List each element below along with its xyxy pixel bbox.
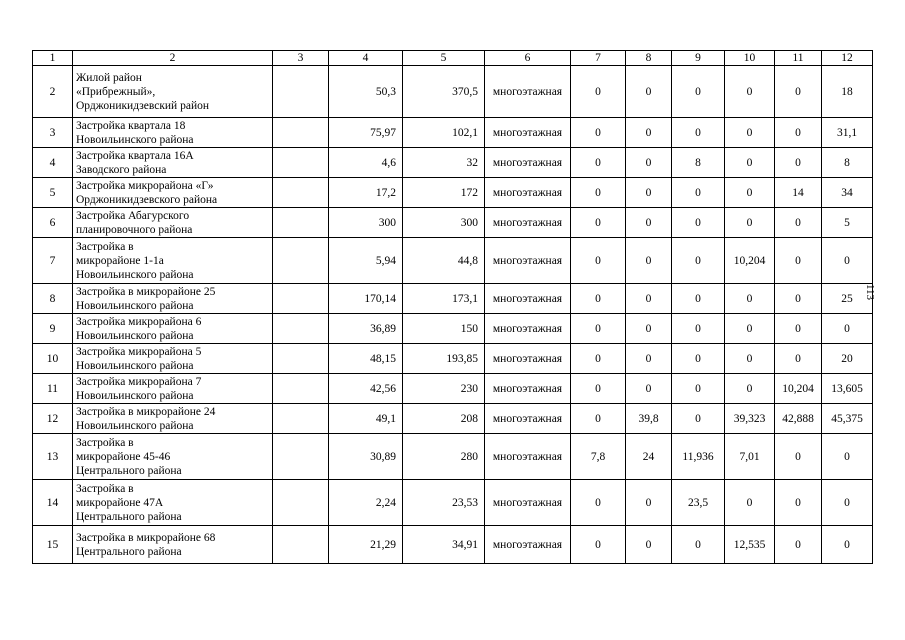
object-name-cell: Застройка квартала 16А Заводского района [73, 148, 273, 178]
column-8-cell: 0 [626, 314, 672, 344]
column-10-cell: 12,535 [725, 526, 775, 564]
column-3-cell [273, 148, 329, 178]
column-header: 8 [626, 51, 672, 66]
column-9-cell: 0 [672, 208, 725, 238]
column-5-cell: 102,1 [403, 118, 485, 148]
column-4-cell: 75,97 [329, 118, 403, 148]
object-name-cell: Застройка в микрорайоне 68 Центрального района [73, 526, 273, 564]
object-name-cell: Застройка Абагурского планировочного района [73, 208, 273, 238]
column-8-cell: 0 [626, 238, 672, 284]
column-header: 9 [672, 51, 725, 66]
column-12-cell: 20 [822, 344, 873, 374]
column-11-cell: 0 [775, 480, 822, 526]
building-type-cell: многоэтажная [485, 526, 571, 564]
column-11-cell: 10,204 [775, 374, 822, 404]
column-4-cell: 170,14 [329, 284, 403, 314]
column-header: 4 [329, 51, 403, 66]
object-name-cell: Жилой район «Прибрежный», Орджоникидзевский район [73, 66, 273, 118]
row-number-cell: 14 [33, 480, 73, 526]
column-8-cell: 0 [626, 480, 672, 526]
column-4-cell: 42,56 [329, 374, 403, 404]
building-type-cell: многоэтажная [485, 118, 571, 148]
column-10-cell: 39,323 [725, 404, 775, 434]
column-12-cell: 0 [822, 480, 873, 526]
row-number-cell: 12 [33, 404, 73, 434]
column-11-cell: 0 [775, 118, 822, 148]
building-type-cell: многоэтажная [485, 284, 571, 314]
column-8-cell: 0 [626, 178, 672, 208]
column-12-cell: 45,375 [822, 404, 873, 434]
column-7-cell: 0 [571, 178, 626, 208]
column-3-cell [273, 178, 329, 208]
table-row [33, 404, 873, 434]
column-10-cell: 0 [725, 148, 775, 178]
column-7-cell: 0 [571, 118, 626, 148]
object-name-cell: Застройка микрорайона «Г» Орджоникидзевского района [73, 178, 273, 208]
column-12-cell: 5 [822, 208, 873, 238]
column-7-cell: 0 [571, 526, 626, 564]
column-9-cell: 0 [672, 404, 725, 434]
column-11-cell: 0 [775, 434, 822, 480]
column-10-cell: 0 [725, 344, 775, 374]
column-12-cell: 8 [822, 148, 873, 178]
column-11-cell: 0 [775, 208, 822, 238]
column-5-cell: 173,1 [403, 284, 485, 314]
column-4-cell: 4,6 [329, 148, 403, 178]
column-8-cell: 0 [626, 284, 672, 314]
table-row [33, 148, 873, 178]
column-9-cell: 23,5 [672, 480, 725, 526]
table-row [33, 434, 873, 480]
column-11-cell: 0 [775, 526, 822, 564]
row-number-cell: 9 [33, 314, 73, 344]
column-4-cell: 5,94 [329, 238, 403, 284]
column-8-cell: 0 [626, 208, 672, 238]
column-11-cell: 0 [775, 148, 822, 178]
column-5-cell: 208 [403, 404, 485, 434]
column-11-cell: 0 [775, 344, 822, 374]
column-5-cell: 23,53 [403, 480, 485, 526]
column-9-cell: 0 [672, 344, 725, 374]
column-5-cell: 230 [403, 374, 485, 404]
table-row [33, 208, 873, 238]
column-4-cell: 50,3 [329, 66, 403, 118]
column-7-cell: 0 [571, 374, 626, 404]
column-3-cell [273, 66, 329, 118]
column-10-cell: 0 [725, 66, 775, 118]
column-10-cell: 0 [725, 208, 775, 238]
column-12-cell: 0 [822, 526, 873, 564]
column-header: 3 [273, 51, 329, 66]
column-12-cell: 0 [822, 238, 873, 284]
row-number-cell: 10 [33, 344, 73, 374]
column-4-cell: 17,2 [329, 178, 403, 208]
table-row [33, 344, 873, 374]
column-10-cell: 7,01 [725, 434, 775, 480]
column-10-cell: 0 [725, 374, 775, 404]
object-name-cell: Застройка в микрорайоне 25 Новоильинского района [73, 284, 273, 314]
object-name-cell: Застройка микрорайона 5 Новоильинского района [73, 344, 273, 374]
column-9-cell: 8 [672, 148, 725, 178]
column-9-cell: 0 [672, 374, 725, 404]
column-9-cell: 0 [672, 66, 725, 118]
column-7-cell: 0 [571, 238, 626, 284]
column-header: 12 [822, 51, 873, 66]
table-row [33, 374, 873, 404]
column-12-cell: 25 [822, 284, 873, 314]
column-4-cell: 2,24 [329, 480, 403, 526]
column-3-cell [273, 314, 329, 344]
object-name-cell: Застройка в микрорайоне 47А Центрального района [73, 480, 273, 526]
column-10-cell: 0 [725, 178, 775, 208]
column-7-cell: 0 [571, 284, 626, 314]
column-5-cell: 193,85 [403, 344, 485, 374]
object-name-cell: Застройка в микрорайоне 1-1а Новоильинского района [73, 238, 273, 284]
column-header: 7 [571, 51, 626, 66]
column-9-cell: 0 [672, 118, 725, 148]
column-4-cell: 300 [329, 208, 403, 238]
object-name-cell: Застройка микрорайона 6 Новоильинского района [73, 314, 273, 344]
table-row [33, 480, 873, 526]
column-9-cell: 0 [672, 284, 725, 314]
table-body [33, 51, 873, 564]
row-number-cell: 8 [33, 284, 73, 314]
building-type-cell: многоэтажная [485, 66, 571, 118]
column-4-cell: 49,1 [329, 404, 403, 434]
column-9-cell: 0 [672, 238, 725, 284]
building-type-cell: многоэтажная [485, 238, 571, 284]
building-type-cell: многоэтажная [485, 374, 571, 404]
column-header: 2 [73, 51, 273, 66]
row-number-cell: 6 [33, 208, 73, 238]
column-9-cell: 11,936 [672, 434, 725, 480]
column-8-cell: 0 [626, 66, 672, 118]
building-type-cell: многоэтажная [485, 148, 571, 178]
row-number-cell: 15 [33, 526, 73, 564]
column-3-cell [273, 344, 329, 374]
column-3-cell [273, 118, 329, 148]
column-3-cell [273, 208, 329, 238]
column-7-cell: 0 [571, 344, 626, 374]
row-number-cell: 7 [33, 238, 73, 284]
column-12-cell: 34 [822, 178, 873, 208]
table-row [33, 118, 873, 148]
column-4-cell: 30,89 [329, 434, 403, 480]
column-4-cell: 36,89 [329, 314, 403, 344]
column-4-cell: 48,15 [329, 344, 403, 374]
column-10-cell: 0 [725, 284, 775, 314]
column-9-cell: 0 [672, 526, 725, 564]
building-type-cell: многоэтажная [485, 434, 571, 480]
object-name-cell: Застройка микрорайона 7 Новоильинского района [73, 374, 273, 404]
row-number-cell: 3 [33, 118, 73, 148]
column-10-cell: 0 [725, 314, 775, 344]
column-11-cell: 0 [775, 284, 822, 314]
column-header: 10 [725, 51, 775, 66]
row-number-cell: 5 [33, 178, 73, 208]
row-number-cell: 11 [33, 374, 73, 404]
column-3-cell [273, 526, 329, 564]
object-name-cell: Застройка в микрорайоне 45-46 Центрального района [73, 434, 273, 480]
header-row [33, 51, 873, 66]
column-9-cell: 0 [672, 314, 725, 344]
column-3-cell [273, 284, 329, 314]
column-3-cell [273, 404, 329, 434]
building-type-cell: многоэтажная [485, 404, 571, 434]
column-7-cell: 0 [571, 404, 626, 434]
column-11-cell: 14 [775, 178, 822, 208]
building-type-cell: многоэтажная [485, 208, 571, 238]
column-3-cell [273, 434, 329, 480]
column-5-cell: 172 [403, 178, 485, 208]
column-5-cell: 32 [403, 148, 485, 178]
column-8-cell: 24 [626, 434, 672, 480]
column-3-cell [273, 480, 329, 526]
column-12-cell: 0 [822, 434, 873, 480]
table-row [33, 526, 873, 564]
column-9-cell: 0 [672, 178, 725, 208]
column-8-cell: 0 [626, 148, 672, 178]
column-12-cell: 18 [822, 66, 873, 118]
column-header: 11 [775, 51, 822, 66]
column-11-cell: 0 [775, 66, 822, 118]
column-7-cell: 0 [571, 480, 626, 526]
column-5-cell: 34,91 [403, 526, 485, 564]
object-name-cell: Застройка квартала 18 Новоильинского района [73, 118, 273, 148]
column-10-cell: 10,204 [725, 238, 775, 284]
column-5-cell: 44,8 [403, 238, 485, 284]
column-12-cell: 13,605 [822, 374, 873, 404]
row-number-cell: 4 [33, 148, 73, 178]
table-row [33, 284, 873, 314]
column-10-cell: 0 [725, 118, 775, 148]
table-row [33, 238, 873, 284]
column-7-cell: 0 [571, 314, 626, 344]
column-header: 6 [485, 51, 571, 66]
row-number-cell: 13 [33, 434, 73, 480]
column-header: 5 [403, 51, 485, 66]
table-row [33, 178, 873, 208]
row-number-cell: 2 [33, 66, 73, 118]
column-8-cell: 0 [626, 118, 672, 148]
column-3-cell [273, 238, 329, 284]
column-11-cell: 42,888 [775, 404, 822, 434]
column-3-cell [273, 374, 329, 404]
column-7-cell: 0 [571, 208, 626, 238]
table-row [33, 66, 873, 118]
table-row [33, 314, 873, 344]
building-type-cell: многоэтажная [485, 314, 571, 344]
column-5-cell: 280 [403, 434, 485, 480]
column-8-cell: 0 [626, 344, 672, 374]
building-type-cell: многоэтажная [485, 480, 571, 526]
column-8-cell: 0 [626, 374, 672, 404]
column-7-cell: 0 [571, 148, 626, 178]
column-8-cell: 0 [626, 526, 672, 564]
column-5-cell: 370,5 [403, 66, 485, 118]
column-5-cell: 150 [403, 314, 485, 344]
column-11-cell: 0 [775, 314, 822, 344]
column-7-cell: 7,8 [571, 434, 626, 480]
column-10-cell: 0 [725, 480, 775, 526]
column-header: 1 [33, 51, 73, 66]
page-number: 113 [864, 283, 877, 301]
object-name-cell: Застройка в микрорайоне 24 Новоильинского района [73, 404, 273, 434]
column-7-cell: 0 [571, 66, 626, 118]
building-type-cell: многоэтажная [485, 178, 571, 208]
column-8-cell: 39,8 [626, 404, 672, 434]
column-5-cell: 300 [403, 208, 485, 238]
column-12-cell: 31,1 [822, 118, 873, 148]
data-table [32, 50, 873, 564]
column-12-cell: 0 [822, 314, 873, 344]
column-11-cell: 0 [775, 238, 822, 284]
building-type-cell: многоэтажная [485, 344, 571, 374]
column-4-cell: 21,29 [329, 526, 403, 564]
